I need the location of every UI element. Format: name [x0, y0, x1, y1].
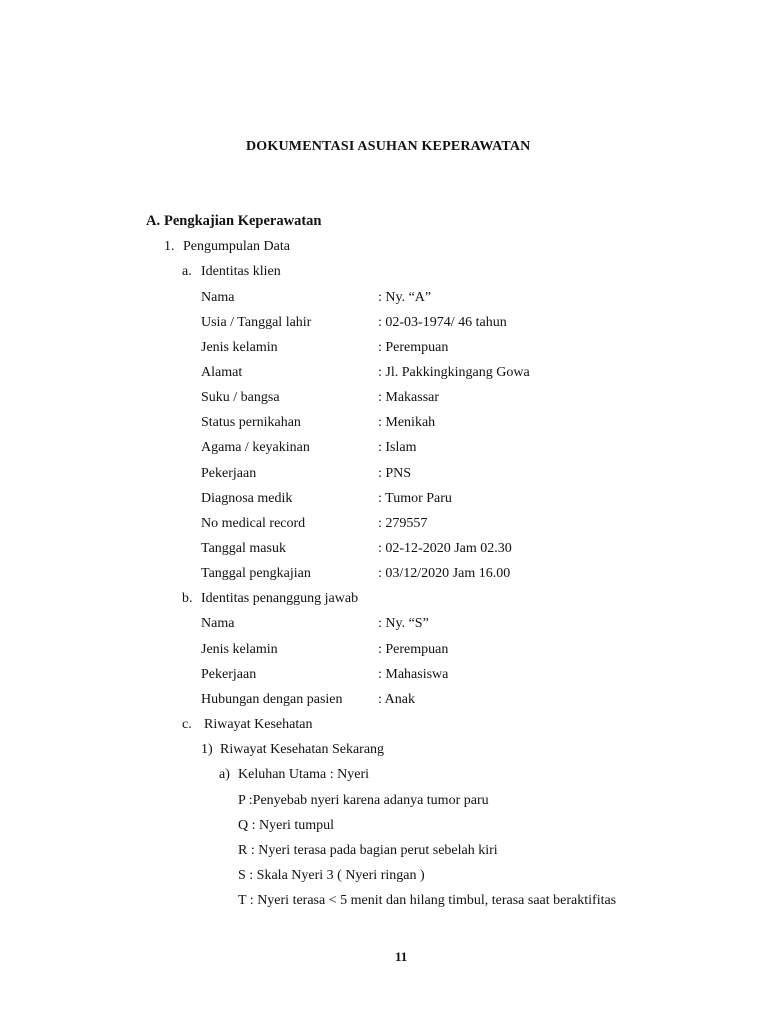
field-label: Nama: [201, 290, 235, 305]
field-label: Pekerjaan: [201, 466, 257, 481]
field-label: Tanggal masuk: [201, 541, 286, 556]
page-number: 11: [395, 949, 408, 964]
field-label: Status pernikahan: [201, 415, 301, 430]
field-label: Pekerjaan: [201, 667, 257, 682]
field-label: Diagnosa medik: [201, 491, 293, 506]
item-c1a-label: a): [219, 767, 230, 782]
sub-a-title: Identitas klien: [201, 264, 281, 279]
field-label: Hubungan dengan pasien: [201, 692, 343, 707]
field-value: : Menikah: [378, 415, 436, 430]
field-value: : Islam: [378, 440, 417, 455]
pqrst-r: R : Nyeri terasa pada bagian perut sebelah kiri: [238, 843, 498, 858]
item-c1-label: 1): [201, 742, 213, 757]
field-value: : Ny. “S”: [378, 616, 429, 631]
field-label: Tanggal pengkajian: [201, 566, 311, 581]
field-value: : Perempuan: [378, 340, 449, 355]
section-a-label: A.: [146, 213, 161, 229]
field-value: : PNS: [378, 466, 412, 481]
field-value: : Mahasiswa: [378, 667, 449, 682]
field-label: Jenis kelamin: [201, 642, 278, 657]
field-value: : 02-03-1974/ 46 tahun: [378, 315, 507, 330]
item-c1-title: Riwayat Kesehatan Sekarang: [220, 742, 385, 757]
sub-b-title: Identitas penanggung jawab: [201, 591, 359, 606]
field-label: Usia / Tanggal lahir: [201, 315, 312, 330]
sub-c-label: c.: [182, 717, 192, 732]
pqrst-t: T : Nyeri terasa < 5 menit dan hilang timbul, terasa saat beraktifitas: [238, 893, 617, 908]
field-label: Agama / keyakinan: [201, 440, 310, 455]
field-value: : Anak: [378, 692, 415, 707]
item-1-label: 1.: [164, 239, 175, 254]
field-label: No medical record: [201, 516, 306, 531]
field-value: : Perempuan: [378, 642, 449, 657]
field-value: : Makassar: [378, 390, 440, 405]
field-value: : 279557: [378, 516, 428, 531]
field-value: : 02-12-2020 Jam 02.30: [378, 541, 512, 556]
field-value: : 03/12/2020 Jam 16.00: [378, 566, 511, 581]
document-title: DOKUMENTASI ASUHAN KEPERAWATAN: [246, 139, 531, 154]
sub-c-title: Riwayat Kesehatan: [204, 717, 313, 732]
pqrst-q: Q : Nyeri tumpul: [238, 818, 335, 833]
section-a-title: Pengkajian Keperawatan: [164, 213, 322, 229]
field-label: Suku / bangsa: [201, 390, 280, 405]
field-value: : Tumor Paru: [378, 491, 452, 506]
item-c1a-title: Keluhan Utama : Nyeri: [238, 767, 370, 782]
sub-a-label: a.: [182, 264, 192, 279]
pqrst-s: S : Skala Nyeri 3 ( Nyeri ringan ): [238, 868, 425, 883]
field-value: : Jl. Pakkingkingang Gowa: [378, 365, 530, 380]
sub-b-label: b.: [182, 591, 193, 606]
field-label: Nama: [201, 616, 235, 631]
field-value: : Ny. “A”: [378, 290, 432, 305]
field-label: Jenis kelamin: [201, 340, 278, 355]
pqrst-p: P :Penyebab nyeri karena adanya tumor paru: [238, 793, 489, 808]
field-label: Alamat: [201, 365, 243, 380]
item-1-title: Pengumpulan Data: [183, 239, 290, 254]
